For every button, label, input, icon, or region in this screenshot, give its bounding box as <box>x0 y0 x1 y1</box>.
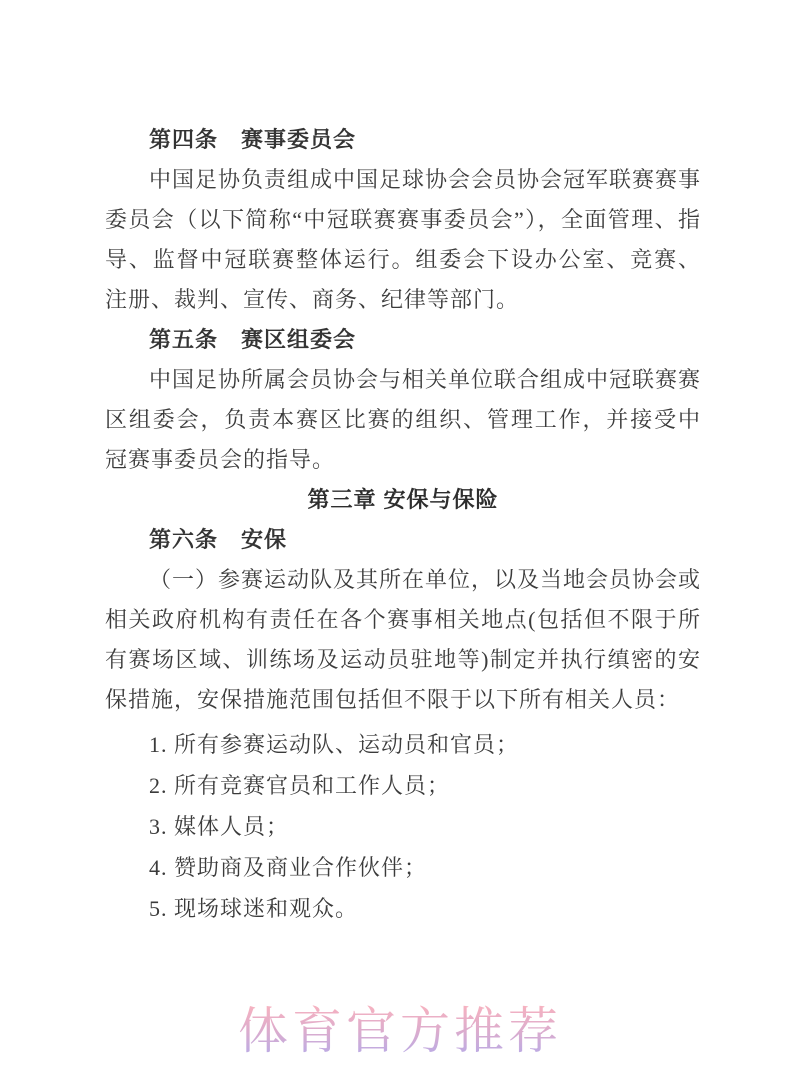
article-5-body: 中国足协所属会员协会与相关单位联合组成中冠联赛赛区组委会，负责本赛区比赛的组织、管理工作，并接受中冠赛事委员会的指导。 <box>105 367 702 472</box>
watermark-text: 体育官方推荐 <box>0 998 800 1064</box>
security-list-item-2: 2. 所有竞赛官员和工作人员； <box>149 773 451 798</box>
article-4-heading: 第四条 赛事委员会 <box>149 127 357 152</box>
security-list-item-1: 1. 所有参赛运动队、运动员和官员； <box>149 732 520 757</box>
chapter-3-title: 第三章 安保与保险 <box>307 487 499 512</box>
security-list-item-5: 5. 现场球迷和观众。 <box>149 896 359 921</box>
article-6-intro: （一）参赛运动队及其所在单位，以及当地会员协会或相关政府机构有责任在各个赛事相关地点(包括但不限于所有赛场区域、训练场及运动员驻地等)制定并执行缜密的安保措施，安保措施范围包括但不限于以下所有相关人员： <box>105 567 702 712</box>
article-5-heading: 第五条 赛区组委会 <box>149 327 357 352</box>
security-personnel-list <box>105 724 701 929</box>
article-6-heading: 第六条 安保 <box>149 527 288 552</box>
security-list-item-4: 4. 赞助商及商业合作伙伴； <box>149 855 428 880</box>
document-content <box>105 120 701 929</box>
article-4-body: 中国足协负责组成中国足球协会会员协会冠军联赛赛事委员会（以下简称“中冠联赛赛事委员会”），全面管理、指导、监督中冠联赛整体运行。组委会下设办公室、竞赛、注册、裁判、宣传、商务、纪律等部门。 <box>105 167 702 312</box>
security-list-item-3: 3. 媒体人员； <box>149 814 290 839</box>
